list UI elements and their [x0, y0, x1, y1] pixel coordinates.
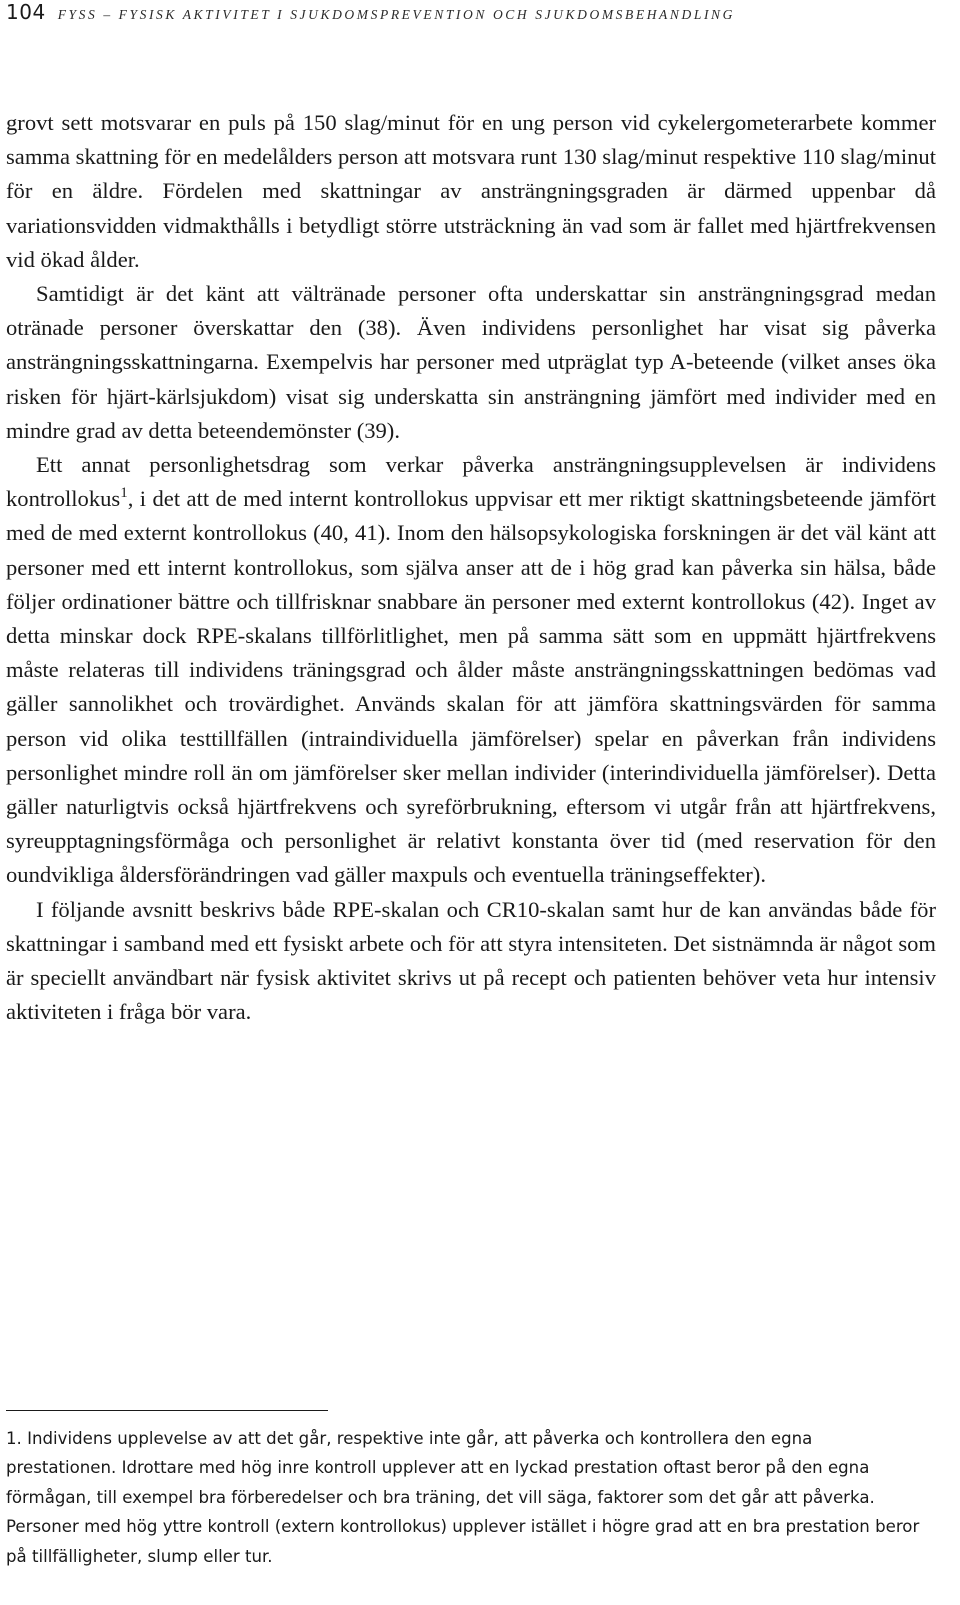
page-number: 104	[6, 0, 46, 24]
body-text	[6, 106, 936, 1029]
paragraph-3-start: Ett annat personlighetsdrag som verkar påverka ansträngningsupplevelsen är individens kontrollokus	[6, 452, 936, 512]
paragraph-1: grovt sett motsvarar en puls på 150 slag/minut för en ung person vid cykelergometerarbete kommer samma skattning för en medelålders person att motsvara runt 130 slag/minut respektive 110 slag/minut för en äldre. Fördelen med skattningar av ansträngningsgraden är därmed uppenbar då variationsvidden vidmakthålls i betydligt större utsträckning än vad som är fallet med hjärtfrekvensen vid ökad ålder.	[6, 110, 936, 272]
footnote-divider	[6, 1410, 328, 1411]
paragraph-3	[6, 448, 936, 893]
running-title: FYSS – FYSISK AKTIVITET I SJUKDOMSPREVENTION OCH SJUKDOMSBEHANDLING	[57, 7, 736, 22]
paragraph-3-end: , i det att de med internt kontrollokus uppvisar ett mer riktigt skattningsbeteende jämfört med de med externt kontrollokus (40, 41). Inom den hälsopsykologiska forskningen är det väl känt att personer med ett internt kontrollokus, som själva anser att de i hög grad kan påverka sin hälsa, både följer ordinationer bättre och tillfrisknar snabbare än personer med externt kontrollokus (42). Inget av detta minskar dock RPE-skalans tillförlitlighet, men på samma sätt som en uppmätt hjärtfrekvens måste relateras till individens träningsgrad och ålder måste ansträngningsskattningen bedömas vad gäller sannolikhet och trovärdighet. Används skalan för att jämföra skattningsvärden för samma person vid olika testtillfällen (intraindividuella jämförelser) spelar en påverkan från individens personlighet mindre roll än om jämförelser sker mellan individer (interindividuella jämförelser). Detta gäller naturligtvis också hjärtfrekvens och syreförbrukning, eftersom vi utgår från att hjärtfrekvens, syreupptagningsförmåga och personlighet är relativt konstanta över tid (med reservation för den oundvikliga åldersförändringen vad gäller maxpuls och eventuella träningseffekter).	[6, 486, 936, 888]
paragraph-2: Samtidigt är det känt att vältränade personer ofta underskattar sin ansträngningsgrad medan otränade personer överskattar den (38). Även individens personlighet har visat sig påverka ansträngningsskattningarna. Exempelvis har personer med utpräglat typ A-beteende (vilket anses öka risken för hjärt-kärlsjukdom) visat sig underskatta sin ansträngning jämfört med individer med en mindre grad av detta beteendemönster (39).	[6, 281, 936, 443]
paragraph-4: I följande avsnitt beskrivs både RPE-skalan och CR10-skalan samt hur de kan användas både för skattningar i samband med ett fysiskt arbete och för att styra intensiteten. Det sistnämnda är något som är speciellt användbart när fysisk aktivitet skrivs ut på recept och patienten behöver veta hur intensiv aktiviteten i fråga bör vara.	[6, 896, 936, 1025]
running-header	[6, 0, 735, 24]
footnote-reference: 1	[120, 484, 128, 501]
footnote: 1. Individens upplevelse av att det går, respektive inte går, att påverka och kontrollera den egna prestationen. Idrottare med hög inre kontroll upplever att en lyckad prestation oftast beror på den egna förmågan, till exempel bra förberedelser och bra träning, det vill säga, faktorer som det går att påverka. Personer med hög yttre kontroll (extern kontrollokus) upplever istället i högre grad att en bra prestation beror på tillfälligheter, slump eller tur.	[6, 1429, 920, 1566]
